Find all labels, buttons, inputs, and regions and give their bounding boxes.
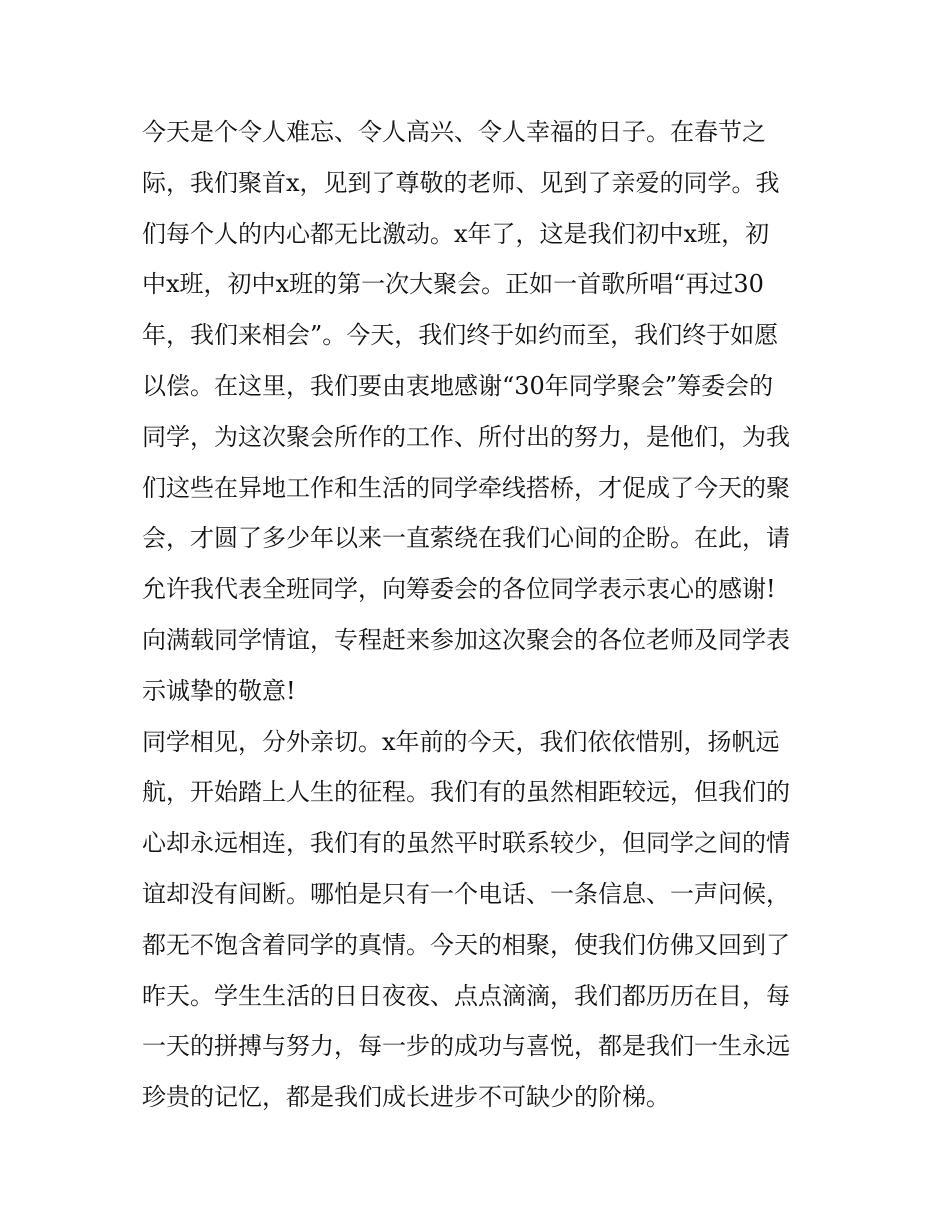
text-line: 允许我代表全班同学，向筹委会的各位同学表示衷心的感谢! — [142, 575, 776, 604]
paragraph-1 — [142, 107, 822, 717]
text-line: 今天是个令人难忘、令人高兴、令人幸福的日子。在春节之 — [142, 118, 766, 146]
text-line: 际，我们聚首x，见到了尊敬的老师、见到了亲爱的同学。我 — [142, 168, 780, 197]
document-body — [142, 107, 822, 1123]
text-line: 同学，为这次聚会所作的工作、所付出的努力，是他们，为我 — [142, 422, 790, 451]
text-line: 们每个人的内心都无比激动。x年了，这是我们初中x班，初 — [142, 219, 770, 248]
text-line: 们这些在异地工作和生活的同学牵线搭桥，才促成了今天的聚 — [142, 473, 790, 502]
text-line: 昨天。学生生活的日日夜夜、点点滴滴，我们都历历在目，每 — [142, 981, 790, 1010]
text-line: 会，才圆了多少年以来一直萦绕在我们心间的企盼。在此，请 — [142, 524, 790, 553]
text-line: 一天的拼搏与努力，每一步的成功与喜悦，都是我们一生永远 — [142, 1032, 790, 1061]
text-line: 向满载同学情谊，专程赶来参加这次聚会的各位老师及同学表 — [142, 625, 790, 654]
text-line: 同学相见，分外亲切。x年前的今天，我们依依惜别，扬帆远 — [142, 727, 780, 756]
paragraph-2 — [142, 717, 822, 1123]
text-line: 年，我们来相会”。今天，我们终于如约而至，我们终于如愿 — [142, 321, 779, 350]
text-line: 以偿。在这里，我们要由衷地感谢“30年同学聚会”筹委会的 — [142, 371, 774, 400]
text-line: 中x班，初中x班的第一次大聚会。正如一首歌所唱“再过30 — [142, 270, 764, 299]
text-line: 珍贵的记忆，都是我们成长进步不可缺少的阶梯。 — [142, 1083, 670, 1112]
text-line: 心却永远相连，我们有的虽然平时联系较少，但同学之间的情 — [142, 829, 790, 858]
text-line: 都无不饱含着同学的真情。今天的相聚，使我们仿佛又回到了 — [142, 930, 790, 959]
text-line: 航，开始踏上人生的征程。我们有的虽然相距较远，但我们的 — [142, 778, 790, 807]
text-line: 示诚挚的敬意! — [142, 676, 296, 705]
text-line: 谊却没有间断。哪怕是只有一个电话、一条信息、一声问候， — [142, 879, 790, 908]
